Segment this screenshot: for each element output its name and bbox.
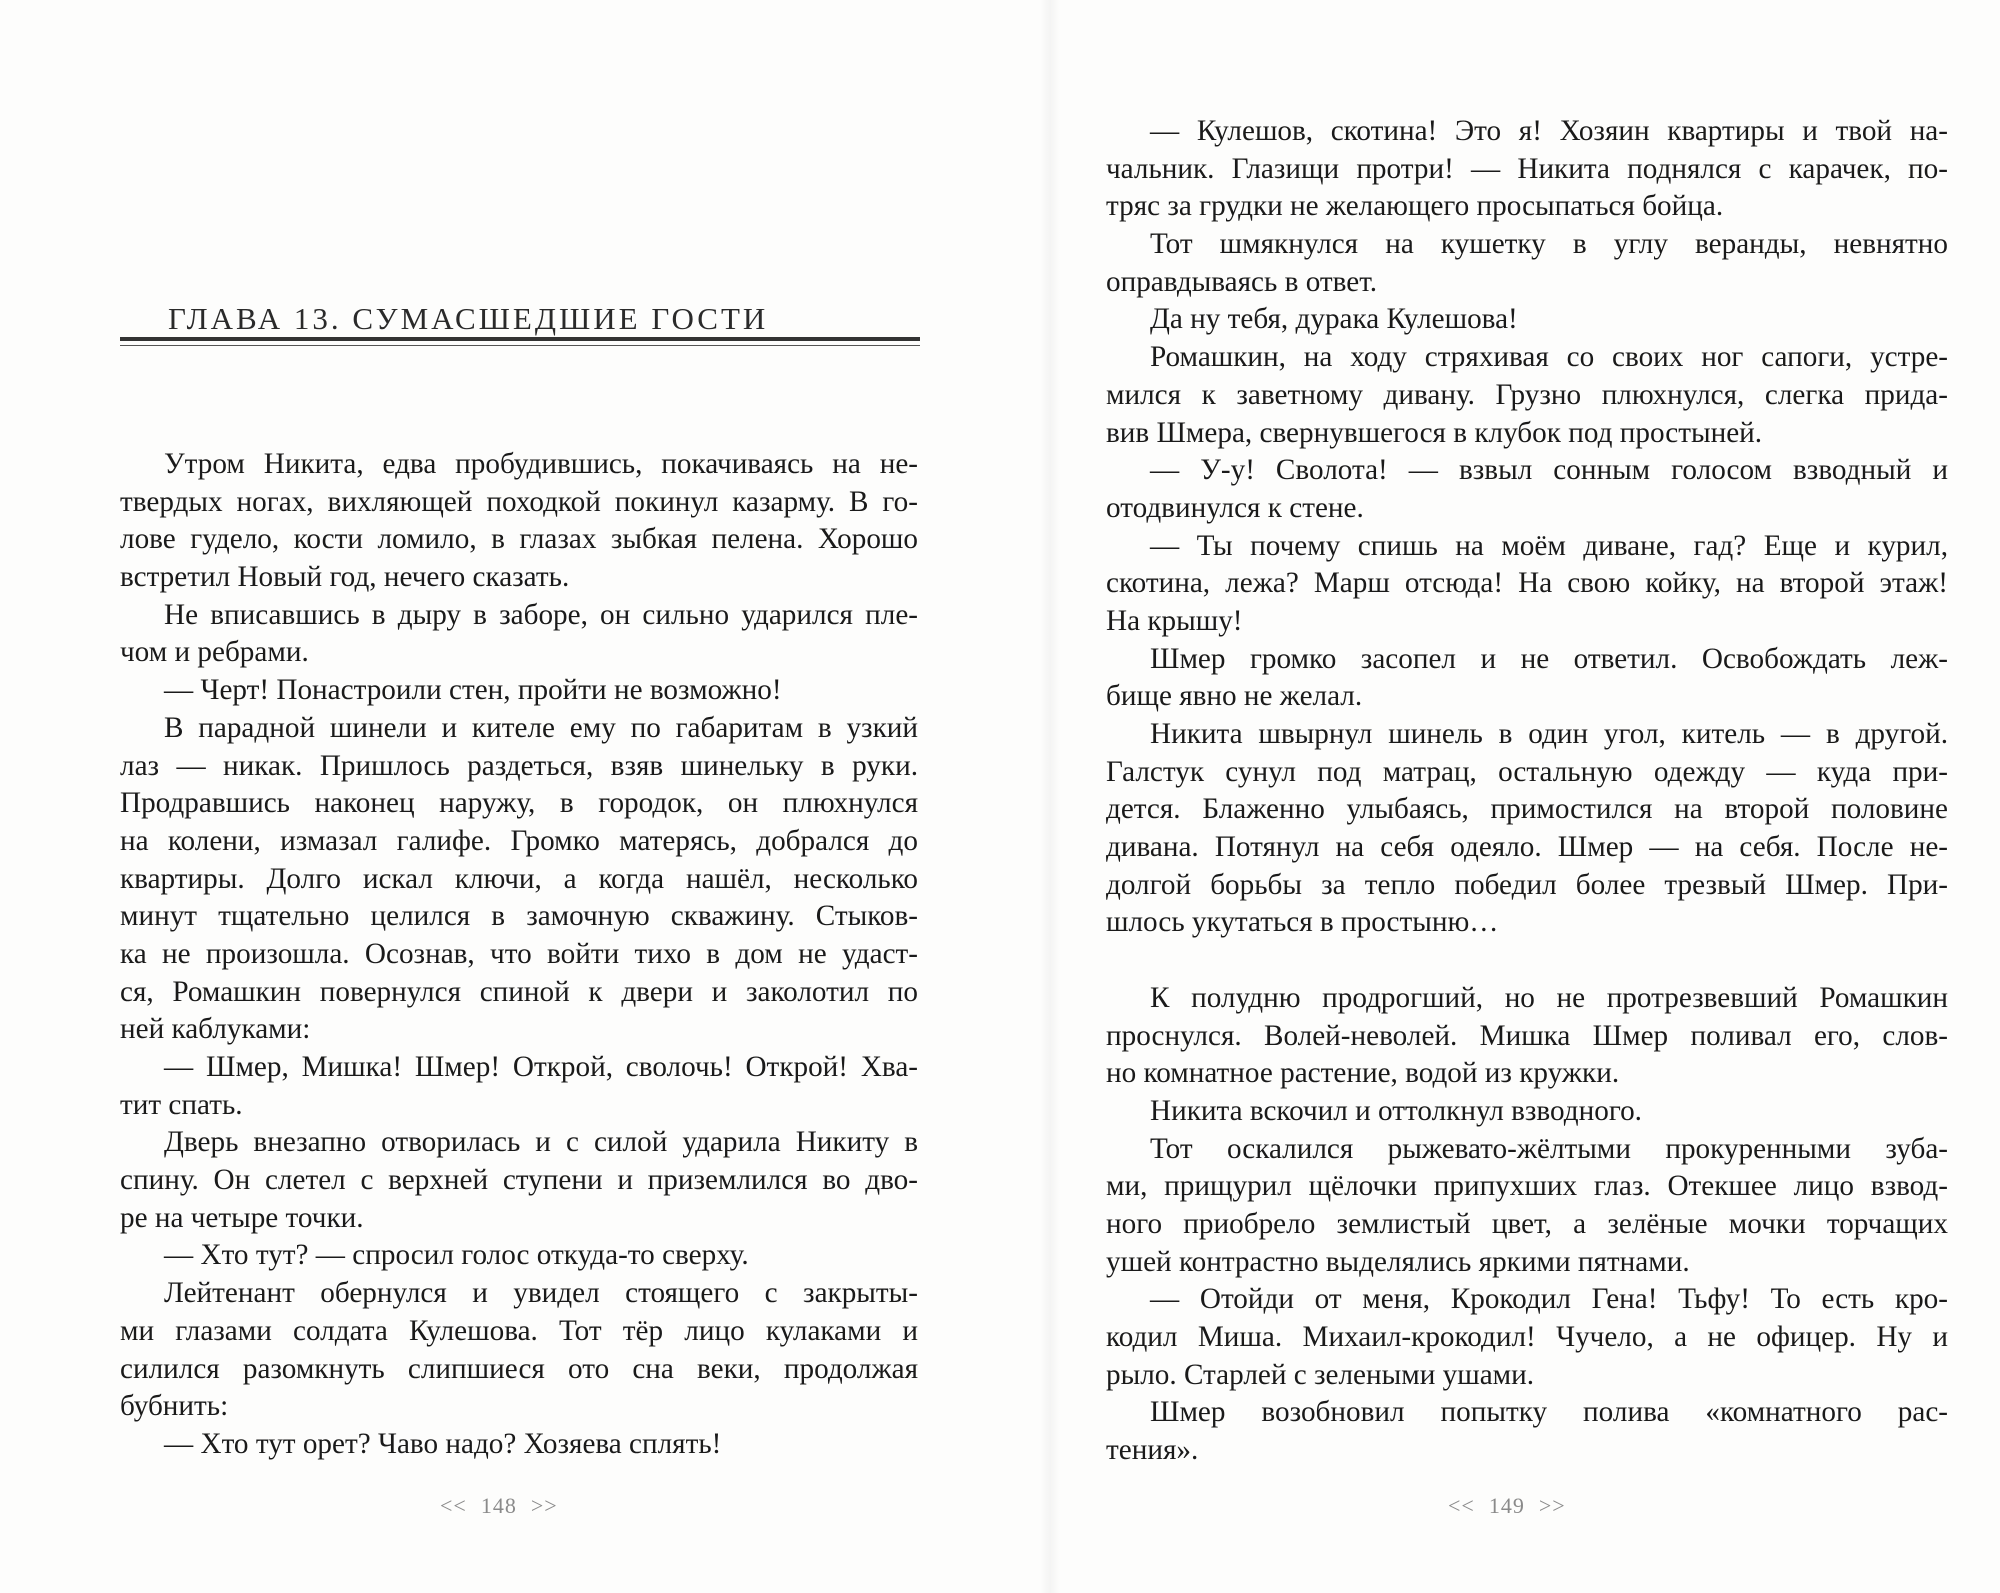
text-line: дется. Блаженно улыбаясь, примостился на второй половине: [1106, 793, 1948, 826]
text-line: мился к заветному дивану. Грузно плюхнулся, слегка прида-: [1106, 378, 1948, 411]
page-number-148: 148: [480, 1493, 517, 1518]
chapter-rule-thin: [120, 345, 920, 346]
left-page-body: [120, 446, 918, 1464]
prev-page-marker: <<: [440, 1493, 467, 1518]
right-page-body: [1106, 113, 1948, 1470]
text-line: спину. Он слетел с верхней ступени и приземлился во дво-: [120, 1164, 918, 1197]
text-line: ре на четыре точки.: [120, 1201, 364, 1234]
right-page: [1060, 0, 2000, 1593]
text-line: рыло. Старлей с зелеными ушами.: [1106, 1358, 1535, 1391]
text-line: скотина, лежа? Марш отсюда! На свою койку, на второй этаж!: [1106, 567, 1948, 600]
text-line: ми глазами солдата Кулешова. Тот тёр лицо кулаками и: [120, 1314, 918, 1347]
left-page-number: [440, 1493, 558, 1519]
text-line: встретил Новый год, нечего сказать.: [120, 561, 570, 594]
text-line: Не вписавшись в дыру в заборе, он сильно ударился пле-: [164, 598, 918, 631]
text-line: — Черт! Понастроили стен, пройти не возможно!: [164, 674, 782, 707]
text-line: ушей контрастно выделялись яркими пятнами.: [1106, 1245, 1690, 1278]
page-number-149: 149: [1488, 1493, 1525, 1518]
text-line: силился разомкнуть слипшиеся ото сна веки, продолжая: [120, 1352, 918, 1385]
text-line: проснулся. Волей-неволей. Мишка Шмер поливал его, слов-: [1106, 1019, 1948, 1052]
text-line: — Шмер, Мишка! Шмер! Открой, сволочь! Открой! Хва-: [164, 1051, 918, 1083]
text-line: ка не произошла. Осознав, что войти тихо в дом не удаст-: [120, 937, 918, 970]
text-line: Шмер возобновил попытку полива «комнатного рас-: [1150, 1396, 1948, 1429]
next-page-marker: >>: [530, 1493, 558, 1518]
text-line: Продравшись наконец наружу, в городок, он плюхнулся: [120, 787, 918, 820]
text-line: Ромашкин, на ходу стряхивая со своих ног сапоги, устре-: [1150, 341, 1948, 374]
text-line: — У-у! Сволота! — взвыл сонным голосом взводный и: [1150, 454, 1948, 487]
text-line: чальник. Глазищи протри! — Никита поднялся с карачек, по-: [1106, 152, 1948, 185]
text-line: В парадной шинели и кителе ему по габаритам в узкий: [164, 711, 918, 744]
section-break: [1106, 942, 1948, 980]
text-line: Да ну тебя, дурака Кулешова!: [1150, 303, 1518, 336]
text-line: — Кулешов, скотина! Это я! Хозяин квартиры и твой на-: [1150, 115, 1948, 147]
text-line: На крышу!: [1106, 604, 1243, 637]
text-line: Дверь внезапно отворилась и с силой ударила Никиту в: [164, 1126, 918, 1159]
text-line: Галстук сунул под матрац, остальную одежду — куда при-: [1106, 755, 1948, 788]
text-line: Утром Никита, едва пробудившись, покачиваясь на не-: [164, 448, 918, 480]
text-line: но комнатное растение, водой из кружки.: [1106, 1057, 1620, 1090]
text-line: чом и ребрами.: [120, 636, 309, 669]
text-line: — Отойди от меня, Крокодил Гена! Тьфу! То есть кро-: [1150, 1283, 1948, 1316]
text-line: К полудню продрогший, но не протрезвевший Ромашкин: [1150, 981, 1948, 1014]
text-line: долгой борьбы за тепло победил более трезвый Шмер. При-: [1106, 868, 1948, 901]
text-line: Тот оскалился рыжевато-жёлтыми прокуренными зуба-: [1150, 1132, 1948, 1165]
text-line: вив Шмера, свернувшегося в клубок под простыней.: [1106, 416, 1763, 449]
text-line: кодил Миша. Михаил-крокодил! Чучело, а не офицер. Ну и: [1106, 1321, 1948, 1353]
text-line: Никита вскочил и оттолкнул взводного.: [1150, 1094, 1642, 1127]
text-line: ми, прищурил щёлочки припухших глаз. Отекшее лицо взвод-: [1106, 1170, 1948, 1203]
book-gutter: [1040, 0, 1060, 1593]
text-line: Шмер громко засопел и не ответил. Освобождать леж-: [1150, 642, 1948, 675]
text-line: лаз — никак. Пришлось раздеться, взяв шинельку в руки.: [120, 749, 918, 782]
text-line: дивана. Потянул на себя одеяло. Шмер — на себя. После не-: [1106, 831, 1948, 864]
text-line: лове гудело, кости ломило, в глазах зыбкая пелена. Хорошо: [120, 523, 918, 556]
text-line: Никита швырнул шинель в один угол, китель — в другой.: [1150, 718, 1948, 750]
text-line: тения».: [1106, 1434, 1199, 1467]
text-line: шлось укутаться в простыню…: [1106, 906, 1499, 939]
text-line: оправдываясь в ответ.: [1106, 265, 1378, 298]
prev-page-marker: <<: [1448, 1493, 1475, 1518]
text-line: ней каблуками:: [120, 1013, 311, 1046]
next-page-marker: >>: [1538, 1493, 1566, 1518]
text-line: твердых ногах, вихляющей походкой покинул казарму. В го-: [120, 485, 918, 518]
text-line: квартиры. Долго искал ключи, а когда нашёл, несколько: [120, 862, 918, 895]
text-line: бубнить:: [120, 1390, 229, 1423]
text-line: отодвинулся к стене.: [1106, 491, 1364, 524]
text-line: — Ты почему спишь на моём диване, гад? Еще и курил,: [1150, 529, 1948, 562]
text-line: — Хто тут? — спросил голос откуда-то сверху.: [164, 1239, 749, 1272]
text-line: тит спать.: [120, 1088, 243, 1121]
text-line: тряс за грудки не желающего просыпаться бойца.: [1106, 190, 1724, 223]
text-line: — Хто тут орет? Чаво надо? Хозяева сплять!: [164, 1427, 722, 1460]
text-line: Лейтенант обернулся и увидел стоящего с закрыты-: [164, 1277, 918, 1310]
text-line: на колени, измазал галифе. Громко матерясь, добрался до: [120, 824, 918, 857]
text-line: бище явно не желал.: [1106, 680, 1363, 713]
text-line: ся, Ромашкин повернулся спиной к двери и заколотил по: [120, 975, 918, 1008]
chapter-rule-thick: [120, 337, 920, 341]
text-line: минут тщательно целился в замочную скважину. Стыков-: [120, 900, 918, 933]
chapter-title: ГЛАВА 13. СУМАСШЕДШИЕ ГОСТИ: [168, 300, 769, 336]
right-page-number: [1448, 1493, 1566, 1519]
text-line: Тот шмякнулся на кушетку в углу веранды, невнятно: [1150, 228, 1948, 261]
text-line: ного приобрело землистый цвет, а зелёные мочки торчащих: [1106, 1207, 1948, 1240]
